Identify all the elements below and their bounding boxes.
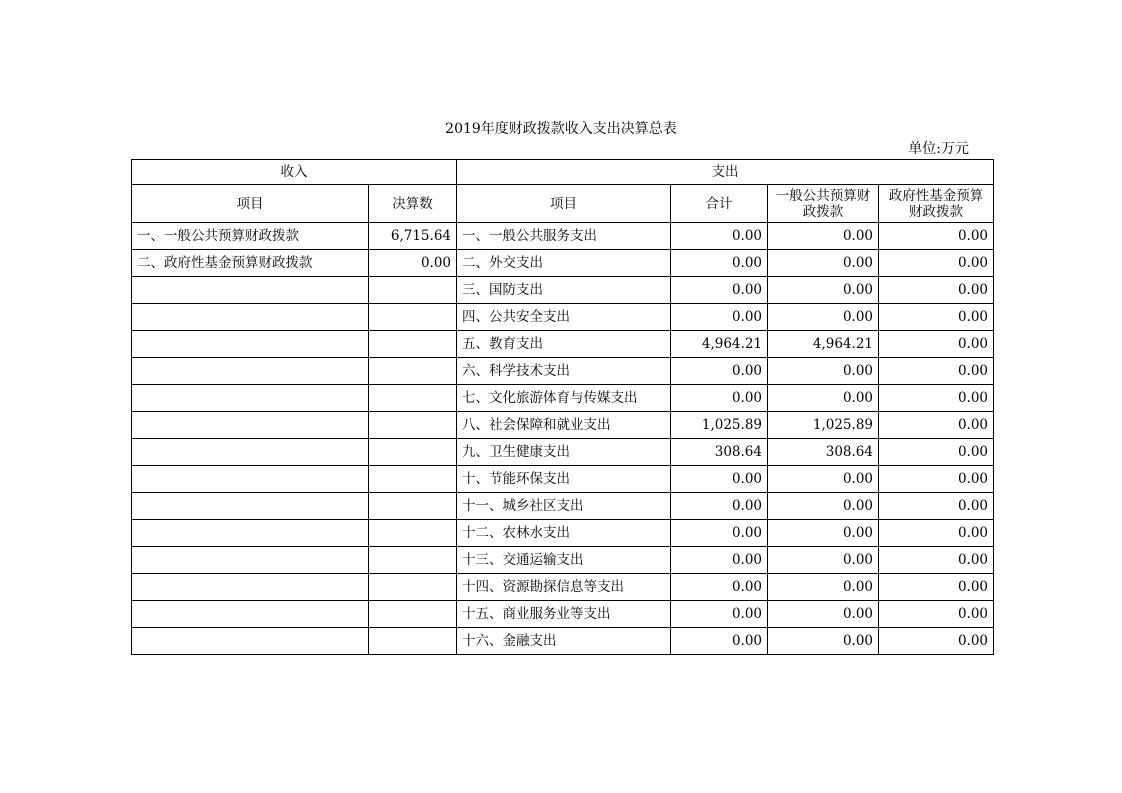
income-amount-cell: [369, 439, 457, 466]
total-cell: 0.00: [671, 223, 768, 250]
expense-item-cell: 八、社会保障和就业支出: [457, 412, 671, 439]
general-budget-header: 一般公共预算财政拨款: [768, 185, 879, 223]
general-budget-cell: 0.00: [768, 304, 879, 331]
total-cell: 0.00: [671, 466, 768, 493]
expense-item-cell: 一、一般公共服务支出: [457, 223, 671, 250]
income-item-cell: [132, 439, 369, 466]
expense-item-cell: 十三、交通运输支出: [457, 547, 671, 574]
table-row: [132, 385, 994, 412]
gov-fund-cell: 0.00: [879, 547, 994, 574]
income-amount-cell: [369, 601, 457, 628]
total-cell: 0.00: [671, 520, 768, 547]
section-header-row: [132, 160, 994, 185]
table-row: [132, 601, 994, 628]
gov-fund-cell: 0.00: [879, 358, 994, 385]
expense-item-cell: 三、国防支出: [457, 277, 671, 304]
expense-item-cell: 六、科学技术支出: [457, 358, 671, 385]
general-budget-cell: 308.64: [768, 439, 879, 466]
general-budget-cell: 0.00: [768, 547, 879, 574]
total-cell: 4,964.21: [671, 331, 768, 358]
income-item-cell: 一、一般公共预算财政拨款: [132, 223, 369, 250]
gov-fund-cell: 0.00: [879, 385, 994, 412]
gov-fund-cell: 0.00: [879, 601, 994, 628]
expense-item-cell: 七、文化旅游体育与传媒支出: [457, 385, 671, 412]
expense-item-cell: 五、教育支出: [457, 331, 671, 358]
expense-item-cell: 二、外交支出: [457, 250, 671, 277]
general-budget-cell: 4,964.21: [768, 331, 879, 358]
table-row: [132, 223, 994, 250]
income-amount-cell: [369, 277, 457, 304]
general-budget-cell: 0.00: [768, 574, 879, 601]
expense-item-cell: 十二、农林水支出: [457, 520, 671, 547]
unit-label: 单位:万元: [908, 141, 969, 157]
total-cell: 0.00: [671, 358, 768, 385]
gov-fund-cell: 0.00: [879, 628, 994, 655]
table-row: [132, 250, 994, 277]
table-row: [132, 574, 994, 601]
general-budget-cell: 0.00: [768, 601, 879, 628]
expense-item-cell: 十五、商业服务业等支出: [457, 601, 671, 628]
income-item-header: 项目: [132, 185, 369, 223]
income-amount-cell: 0.00: [369, 250, 457, 277]
gov-fund-cell: 0.00: [879, 277, 994, 304]
income-item-cell: [132, 628, 369, 655]
income-amount-cell: [369, 358, 457, 385]
table-row: [132, 277, 994, 304]
income-amount-cell: 6,715.64: [369, 223, 457, 250]
general-budget-cell: 0.00: [768, 277, 879, 304]
income-item-cell: [132, 304, 369, 331]
income-item-cell: [132, 331, 369, 358]
income-item-cell: [132, 601, 369, 628]
income-item-cell: [132, 466, 369, 493]
table-row: [132, 520, 994, 547]
total-header: 合计: [671, 185, 768, 223]
column-header-row: [132, 185, 994, 223]
general-budget-cell: 0.00: [768, 385, 879, 412]
gov-fund-cell: 0.00: [879, 223, 994, 250]
general-budget-cell: 0.00: [768, 250, 879, 277]
table-row: [132, 331, 994, 358]
income-amount-cell: [369, 493, 457, 520]
total-cell: 1,025.89: [671, 412, 768, 439]
budget-table: [131, 159, 994, 655]
expense-item-cell: 九、卫生健康支出: [457, 439, 671, 466]
income-amount-cell: [369, 520, 457, 547]
table-row: [132, 304, 994, 331]
gov-fund-cell: 0.00: [879, 493, 994, 520]
income-amount-cell: [369, 385, 457, 412]
income-amount-header: 决算数: [369, 185, 457, 223]
general-budget-cell: 0.00: [768, 466, 879, 493]
income-amount-cell: [369, 574, 457, 601]
table-title: 2019年度财政拨款收入支出决算总表: [445, 121, 677, 137]
income-amount-cell: [369, 412, 457, 439]
income-item-cell: [132, 547, 369, 574]
table-row: [132, 628, 994, 655]
gov-fund-cell: 0.00: [879, 304, 994, 331]
table-row: [132, 412, 994, 439]
total-cell: 0.00: [671, 304, 768, 331]
gov-fund-cell: 0.00: [879, 520, 994, 547]
total-cell: 0.00: [671, 493, 768, 520]
income-item-cell: [132, 574, 369, 601]
income-amount-cell: [369, 547, 457, 574]
table-row: [132, 358, 994, 385]
gov-fund-cell: 0.00: [879, 574, 994, 601]
expense-item-cell: 十、节能环保支出: [457, 466, 671, 493]
gov-fund-cell: 0.00: [879, 331, 994, 358]
gov-fund-header: 政府性基金预算财政拨款: [879, 185, 994, 223]
general-budget-cell: 1,025.89: [768, 412, 879, 439]
income-item-cell: [132, 493, 369, 520]
table-row: [132, 439, 994, 466]
income-item-cell: [132, 385, 369, 412]
income-amount-cell: [369, 331, 457, 358]
income-amount-cell: [369, 304, 457, 331]
total-cell: 0.00: [671, 601, 768, 628]
gov-fund-cell: 0.00: [879, 250, 994, 277]
expense-section-header: 支出: [457, 160, 994, 185]
gov-fund-cell: 0.00: [879, 466, 994, 493]
total-cell: 0.00: [671, 547, 768, 574]
expense-item-cell: 十一、城乡社区支出: [457, 493, 671, 520]
table-row: [132, 493, 994, 520]
expense-item-cell: 十四、资源勘探信息等支出: [457, 574, 671, 601]
income-amount-cell: [369, 466, 457, 493]
total-cell: 0.00: [671, 385, 768, 412]
total-cell: 0.00: [671, 574, 768, 601]
total-cell: 308.64: [671, 439, 768, 466]
total-cell: 0.00: [671, 250, 768, 277]
expense-item-cell: 十六、金融支出: [457, 628, 671, 655]
general-budget-cell: 0.00: [768, 493, 879, 520]
expense-item-header: 项目: [457, 185, 671, 223]
general-budget-cell: 0.00: [768, 223, 879, 250]
income-item-cell: [132, 412, 369, 439]
expense-item-cell: 四、公共安全支出: [457, 304, 671, 331]
total-cell: 0.00: [671, 277, 768, 304]
gov-fund-cell: 0.00: [879, 439, 994, 466]
total-cell: 0.00: [671, 628, 768, 655]
income-item-cell: [132, 358, 369, 385]
general-budget-cell: 0.00: [768, 358, 879, 385]
income-item-cell: [132, 277, 369, 304]
income-item-cell: 二、政府性基金预算财政拨款: [132, 250, 369, 277]
income-section-header: 收入: [132, 160, 457, 185]
gov-fund-cell: 0.00: [879, 412, 994, 439]
general-budget-cell: 0.00: [768, 520, 879, 547]
table-row: [132, 466, 994, 493]
table-row: [132, 547, 994, 574]
income-item-cell: [132, 520, 369, 547]
income-amount-cell: [369, 628, 457, 655]
general-budget-cell: 0.00: [768, 628, 879, 655]
